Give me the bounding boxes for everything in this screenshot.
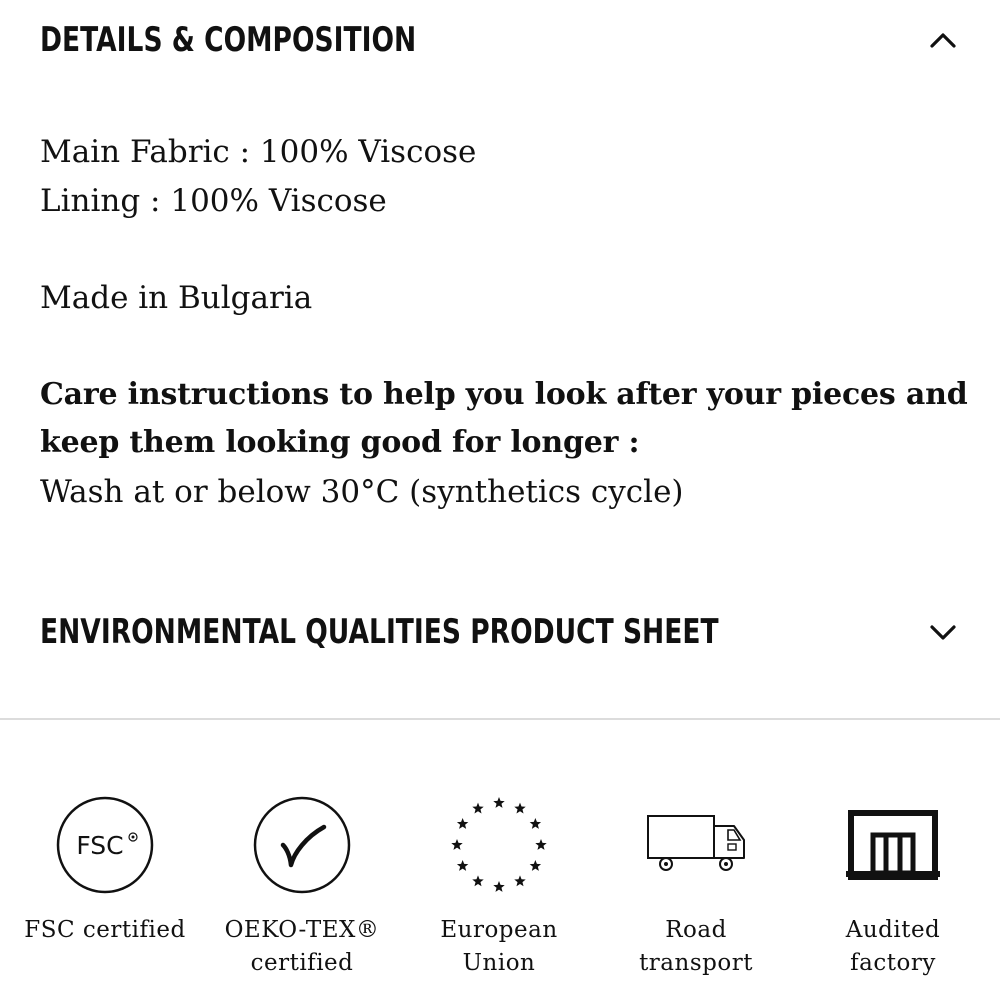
environmental-qualities-header[interactable]: [40, 606, 960, 658]
care-heading-line1: Care instructions to help you look after your pieces and: [40, 376, 968, 412]
eu-star: [451, 839, 462, 850]
badge-european-union: [404, 790, 594, 980]
badge-label: Audited factory: [845, 917, 941, 976]
eu-star: [472, 875, 483, 886]
environmental-qualities-title: ENVIRONMENTAL QUALITIES PRODUCT SHEET: [40, 612, 719, 652]
badge-road-transport: [601, 790, 791, 980]
chevron-down-icon[interactable]: [926, 615, 960, 649]
details-composition-header[interactable]: [40, 14, 960, 66]
badge-label: Road transport: [639, 917, 753, 976]
section-divider: [0, 718, 1000, 720]
eu-star: [535, 839, 546, 850]
eu-star: [493, 881, 504, 892]
badge-label: FSC certified: [24, 917, 186, 943]
details-composition-title: DETAILS & COMPOSITION: [40, 20, 417, 60]
checkmark-circle-icon: [247, 790, 357, 900]
eu-star: [457, 860, 468, 871]
factory-icon: [838, 790, 948, 900]
fsc-icon: [50, 790, 160, 900]
badge-label: European Union: [440, 917, 558, 976]
eu-star: [493, 797, 504, 808]
badge-fsc: [10, 790, 200, 947]
eu-star: [530, 860, 541, 871]
eu-star: [472, 803, 483, 814]
eu-star: [514, 875, 525, 886]
lining-text: Lining : 100% Viscose: [40, 182, 387, 219]
care-heading-line2: keep them looking good for longer :: [40, 425, 640, 460]
wash-instruction-text: Wash at or below 30°C (synthetics cycle): [40, 473, 684, 510]
eu-stars-icon: [444, 790, 554, 900]
eu-star: [457, 818, 468, 829]
environment-badges: [0, 790, 1000, 990]
eu-star: [530, 818, 541, 829]
badge-label: OEKO-TEX® certified: [224, 917, 380, 976]
details-composition-body: [40, 128, 970, 516]
chevron-up-icon[interactable]: [926, 23, 960, 57]
truck-icon: [641, 790, 751, 900]
eu-star: [514, 803, 525, 814]
fsc-icon-text: FSC: [76, 831, 124, 860]
badge-oeko-tex: [207, 790, 397, 980]
badge-audited-factory: [798, 790, 988, 980]
main-fabric-text: Main Fabric : 100% Viscose: [40, 134, 477, 170]
origin-text: Made in Bulgaria: [40, 279, 313, 316]
